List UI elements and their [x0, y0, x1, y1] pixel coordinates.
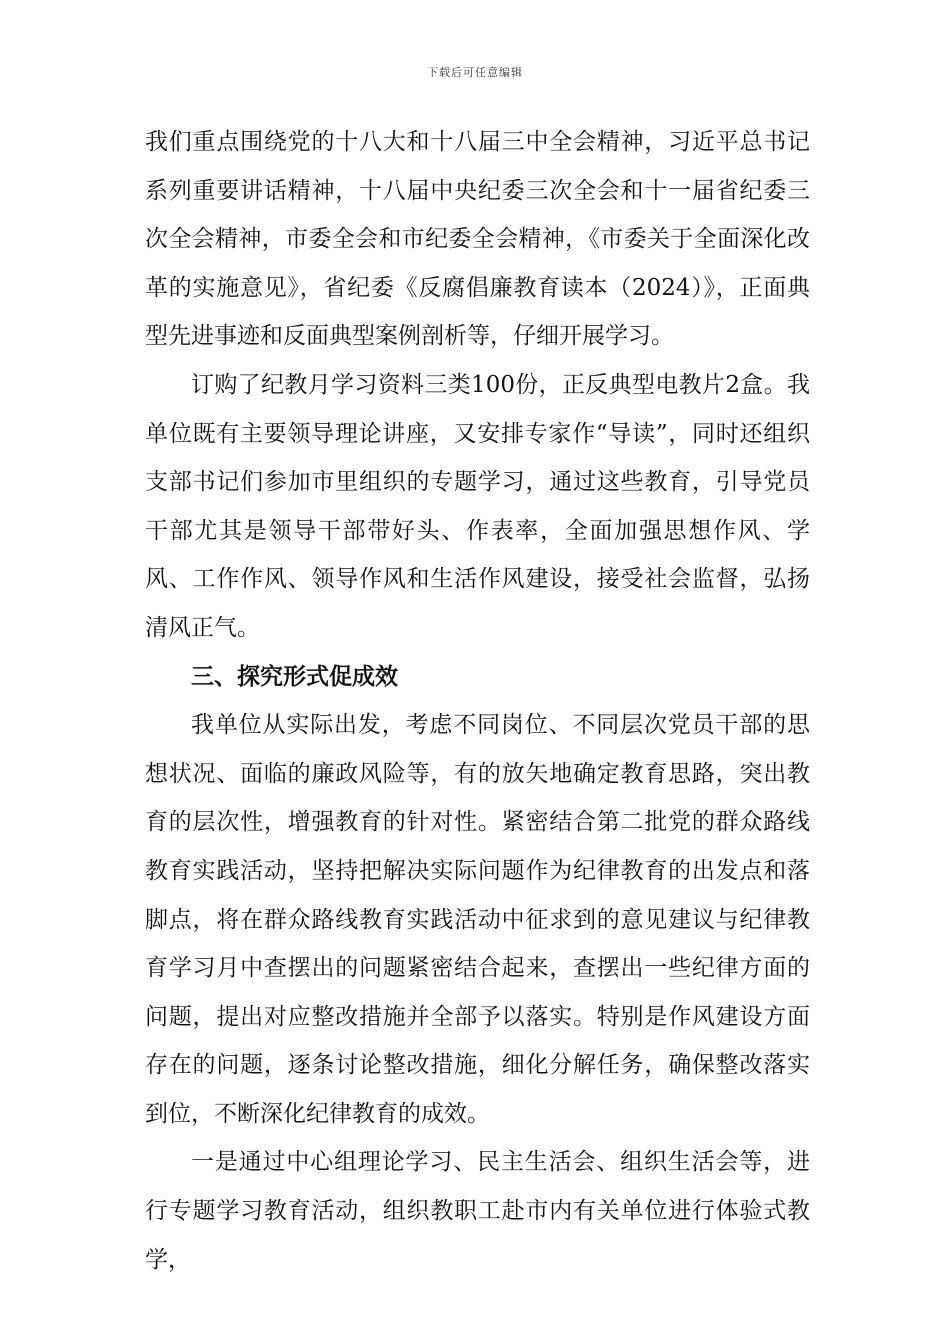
document-body	[145, 118, 810, 1284]
paragraph-approach: 我单位从实际出发，考虑不同岗位、不同层次党员干部的思想状况、面临的廉政风险等，有的放矢地确定教育思路，突出教育的层次性，增强教育的针对性。紧密结合第二批党的群众路线教育实践活动，坚持把解决实际问题作为纪律教育的出发点和落脚点，将在群众路线教育实践活动中征求到的意见建议与纪律教育学习月中查摆出的问题紧密结合起来，查摆出一些纪律方面的问题，提出对应整改措施并全部予以落实。特别是作风建设方面存在的问题，逐条讨论整改措施，细化分解任务，确保整改落实到位，不断深化纪律教育的成效。	[145, 712, 810, 1127]
paragraph-materials: 订购了纪教月学习资料三类100份，正反典型电教片2盒。我单位既有主要领导理论讲座，又安排专家作“导读”，同时还组织支部书记们参加市里组织的专题学习，通过这些教育，引导党员干部尤其是领导干部带好头、作表率，全面加强思想作风、学风、工作作风、领导作风和生活作风建设，接受社会监督，弘扬清风正气。	[145, 371, 810, 641]
header-note: 下载后可任意编辑	[427, 66, 523, 79]
paragraph-activities: 一是通过中心组理论学习、民主生活会、组织生活会等，进行专题学习教育活动，组织教职工赴市内有关单位进行体验式教学，	[145, 1149, 810, 1273]
paragraph-study-content: 我们重点围绕党的十八大和十八届三中全会精神，习近平总书记系列重要讲话精神，十八届中央纪委三次全会和十一届省纪委三次全会精神，市委全会和市纪委全会精神，《市委关于全面深化改革的实施意见》，省纪委《反腐倡廉教育读本（2024）》，正面典型先进事迹和反面典型案例剖析等，仔细开展学习。	[145, 129, 810, 350]
section-heading: 三、探究形式促成效	[191, 663, 398, 690]
